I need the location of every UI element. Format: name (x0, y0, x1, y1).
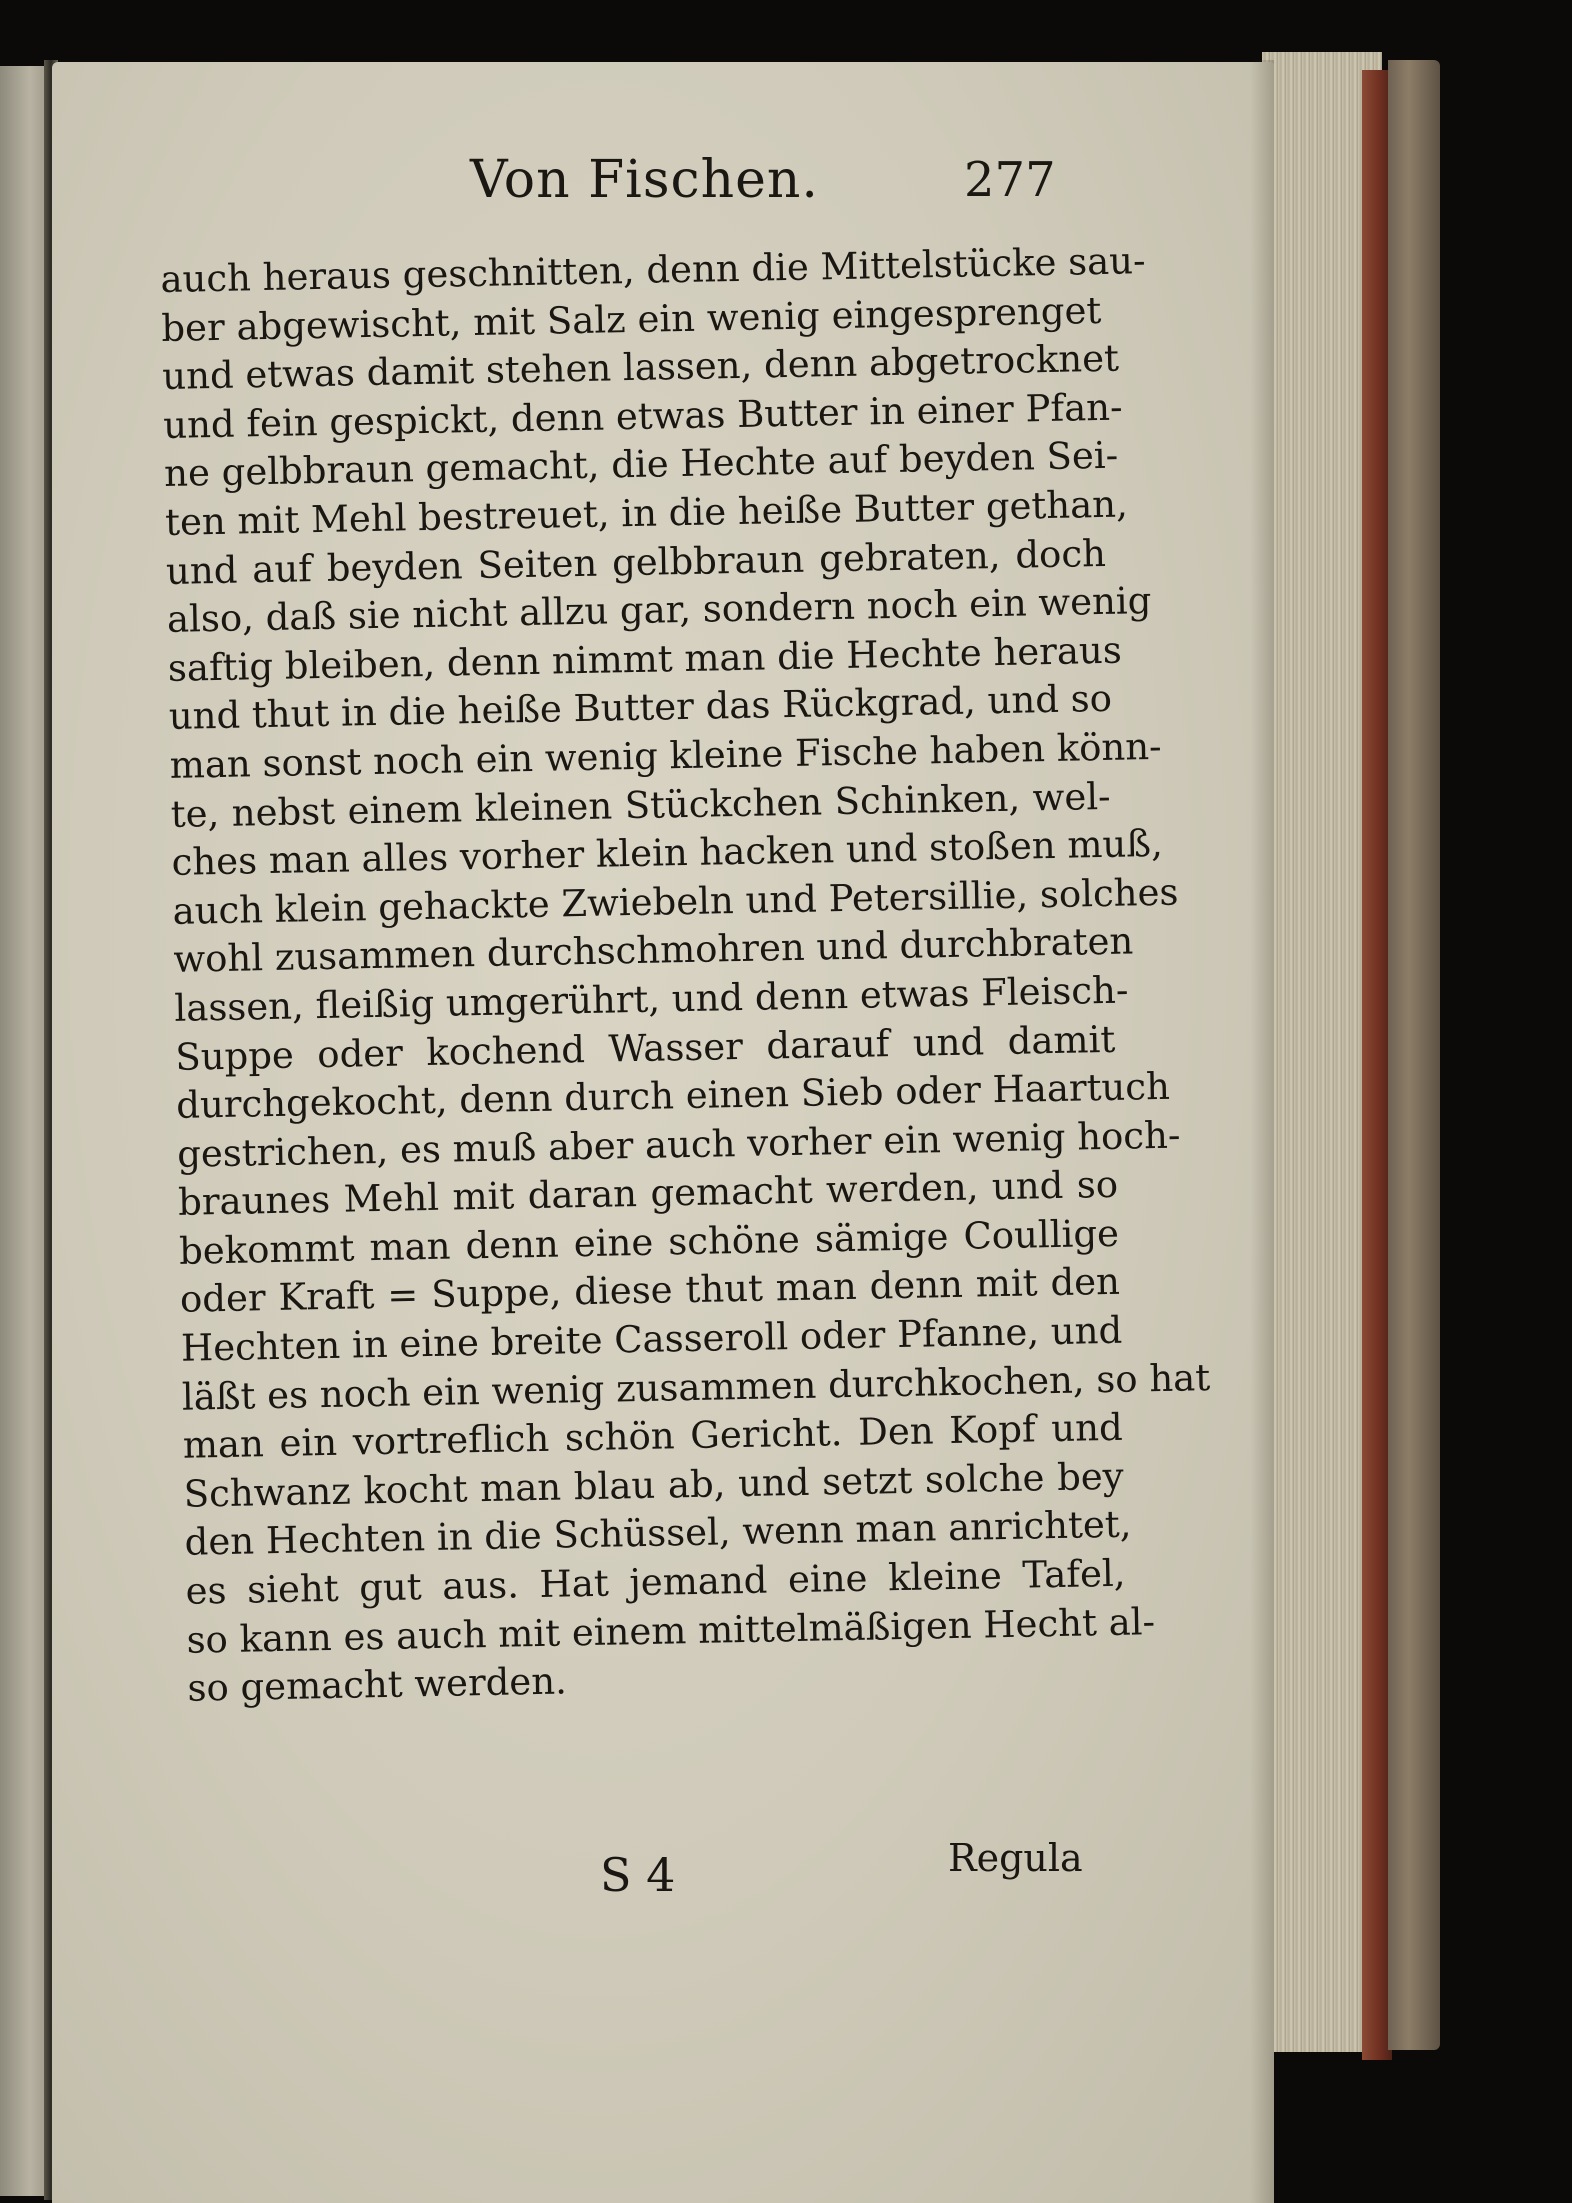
running-title: Von Fischen. (470, 150, 819, 210)
text-line: lassen, fleißig umgerührt, und denn etwas Fleisch- (174, 968, 1129, 1030)
text-line: den Hechten in die Schüssel, wenn man anrichtet, (184, 1503, 1132, 1565)
text-line: Hechten in eine breite Casseroll oder Pfanne, und (180, 1308, 1123, 1370)
text-line: läßt es noch ein wenig zusammen durchkochen, so hat (181, 1355, 1211, 1419)
previous-page-edge (0, 66, 50, 2196)
text-line: Suppe oder kochend Wasser darauf und damit (174, 1017, 1116, 1079)
text-line: oder Kraft = Suppe, diese thut man denn mit den (179, 1260, 1121, 1322)
text-line: man ein vortreflich schön Gericht. Den Kopf und (182, 1405, 1124, 1468)
text-line: durchgekocht, denn durch einen Sieb oder Haartuch (175, 1064, 1171, 1127)
text-line: Schwanz kocht man blau ab, und setzt solche bey (183, 1454, 1125, 1516)
text-line: so gemacht werden. (187, 1659, 568, 1710)
text-line: ber abgewischt, mit Salz ein wenig eingesprenget (160, 288, 1102, 350)
page-shadow (1250, 60, 1274, 2203)
text-line: auch heraus geschnitten, denn die Mittelstücke sau- (160, 239, 1146, 301)
text-line: und fein gespickt, denn etwas Butter in einer Pfan- (162, 385, 1123, 447)
text-line: ten mit Mehl bestreuet, in die heiße Butter gethan, (164, 482, 1129, 544)
text-line: auch klein gehackte Zwiebeln und Petersillie, solches (172, 870, 1179, 933)
text-line: und etwas damit stehen lassen, denn abgetrocknet (161, 336, 1120, 399)
page-number: 277 (964, 152, 1056, 208)
text-line: gestrichen, es muß aber auch vorher ein wenig hoch- (176, 1113, 1181, 1176)
text-line: also, daß sie nicht allzu gar, sondern noch ein wenig (166, 579, 1152, 642)
text-line: und auf beyden Seiten gelbbraun gebraten, doch (165, 531, 1107, 593)
text-line: so kann es auch mit einem mittelmäßigen Hecht al- (186, 1599, 1156, 1662)
body-text (160, 238, 1211, 1714)
text-line: und thut in die heiße Butter das Rückgrad, und so (168, 677, 1113, 739)
text-line: es sieht gut aus. Hat jemand eine kleine Tafel, (185, 1551, 1126, 1613)
text-line: wohl zusammen durchschmohren und durchbraten (173, 919, 1134, 982)
text-line: man sonst noch ein wenig kleine Fische haben könn- (169, 724, 1162, 787)
book-cover-edge (1388, 60, 1440, 2050)
text-line: saftig bleiben, denn nimmt man die Hechte heraus (167, 628, 1123, 690)
text-line: ches man alles vorher klein hacken und stoßen muß, (171, 821, 1164, 885)
text-line: braunes Mehl mit daran gemacht werden, und so (177, 1163, 1119, 1225)
text-line: ne gelbbraun gemacht, die Hechte auf beyden Sei- (163, 434, 1119, 496)
signature-mark: S 4 (600, 1848, 676, 1902)
text-line: bekommt man denn eine schöne sämige Coullige (178, 1211, 1120, 1273)
catchword: Regula (948, 1836, 1083, 1880)
text-line: te, nebst einem kleinen Stückchen Schinken, wel- (170, 774, 1111, 836)
